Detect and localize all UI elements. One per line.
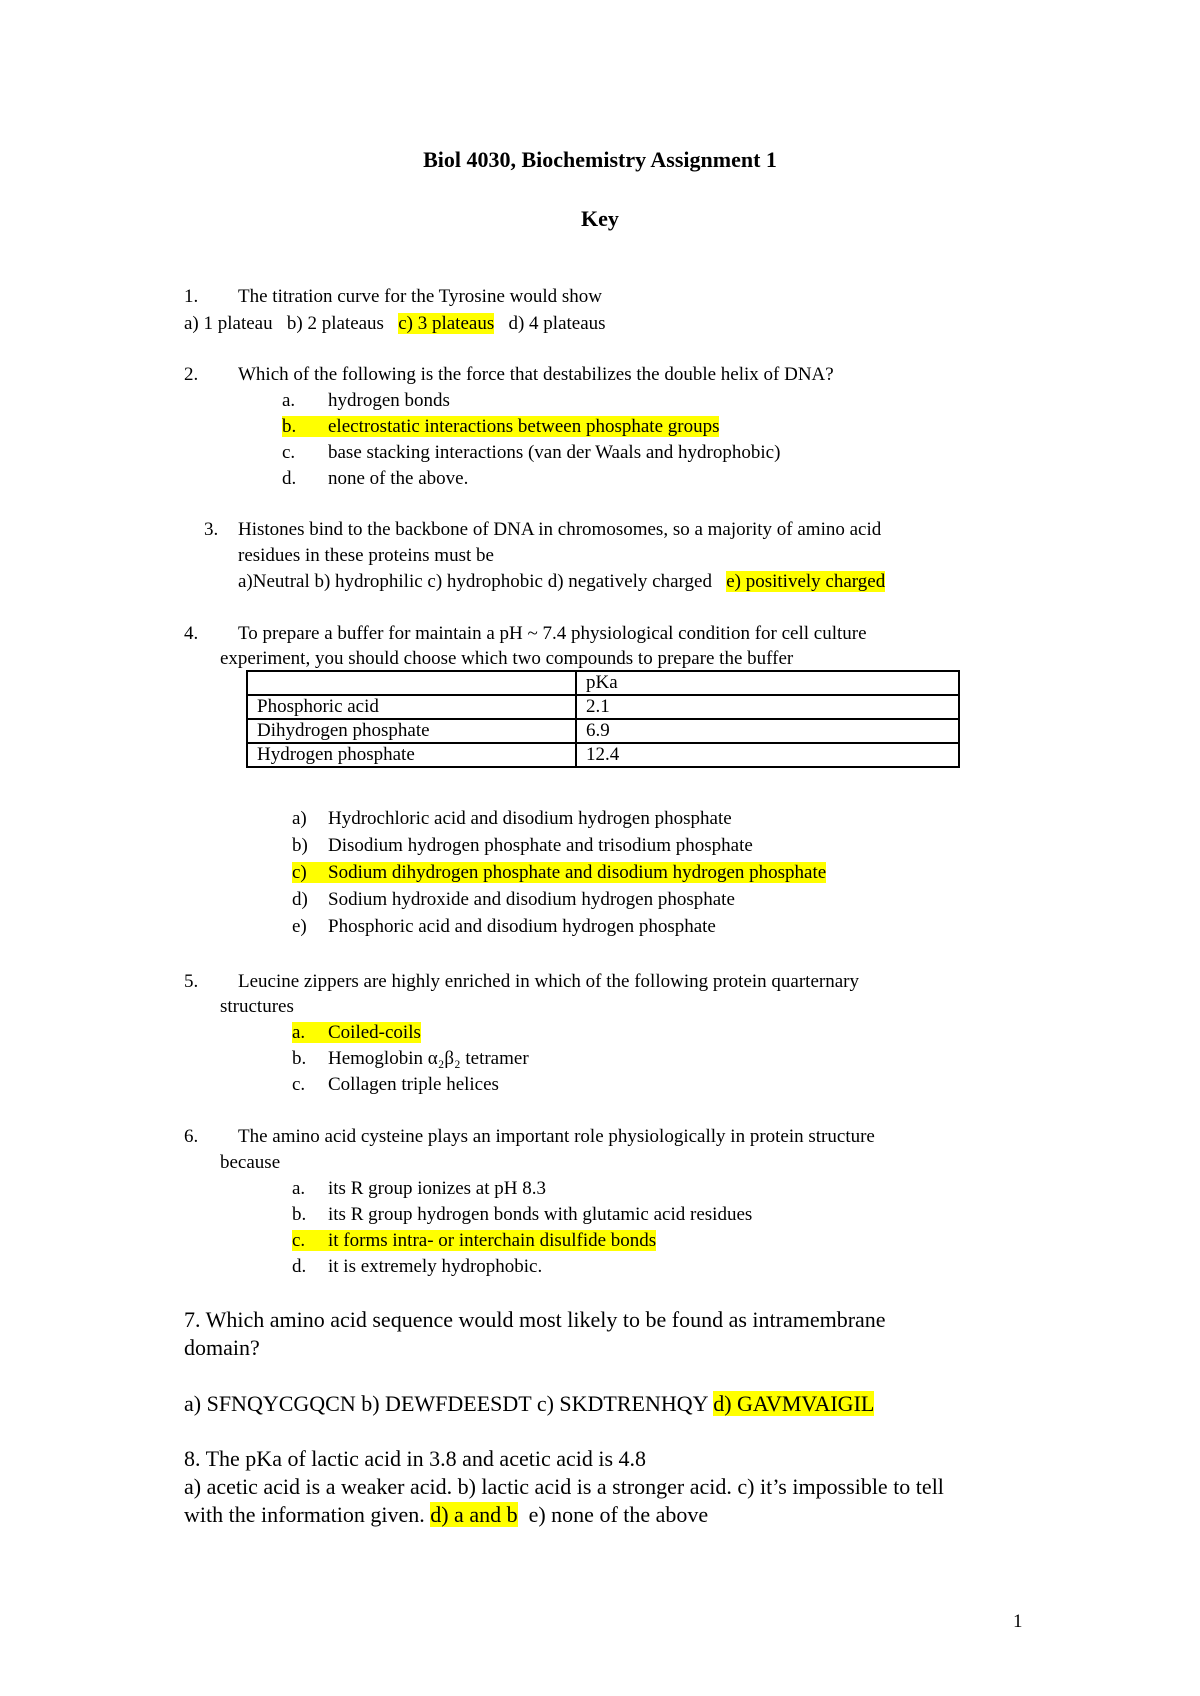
question-2-option-b-answer: b. electrostatic interactions between phosphate groups	[282, 416, 720, 437]
question-3-line2: residues in these proteins must be	[238, 545, 494, 566]
options-plain: a)Neutral b) hydrophilic c) hydrophobic d) negatively charged	[238, 571, 712, 592]
question-8-line3: with the information given. d) a and b e) none of the above	[184, 1502, 709, 1527]
question-6-line1: The amino acid cysteine plays an important role physiologically in protein structure	[238, 1126, 875, 1147]
option-e-answer: e) positively charged	[726, 571, 886, 592]
question-1-options	[184, 312, 606, 336]
compound-cell: Hydrogen phosphate	[247, 743, 576, 767]
question-6-number: 6.	[184, 1126, 199, 1147]
question-6-option-d: d. it is extremely hydrophobic.	[292, 1256, 543, 1277]
pka-cell: 12.4	[576, 743, 959, 767]
question-4-option-b: b) Disodium hydrogen phosphate and trisodium phosphate	[292, 835, 753, 856]
document-subtitle: Key	[581, 206, 619, 231]
option-a: a) 1 plateau	[184, 313, 273, 334]
pka-cell: 2.1	[576, 695, 959, 719]
table-row	[247, 695, 959, 719]
question-2-text: Which of the following is the force that destabilizes the double helix of DNA?	[238, 364, 834, 385]
question-3-line1: Histones bind to the backbone of DNA in chromosomes, so a majority of amino acid	[238, 519, 882, 540]
question-2-option-d: d. none of the above.	[282, 468, 469, 489]
question-1-number: 1.	[184, 286, 199, 307]
document-title: Biol 4030, Biochemistry Assignment 1	[423, 147, 777, 172]
question-6-option-c-answer: c. it forms intra- or interchain disulfide bonds	[292, 1230, 657, 1251]
question-6-option-b: b. its R group hydrogen bonds with glutamic acid residues	[292, 1204, 753, 1225]
question-4-option-e: e) Phosphoric acid and disodium hydrogen phosphate	[292, 916, 716, 937]
options-plain: a) SFNQYCGQCN b) DEWFDEESDT c) SKDTRENHQY	[184, 1391, 708, 1416]
option-d-answer: d) a and b	[430, 1502, 518, 1527]
table-header-row	[247, 671, 959, 695]
question-4-number: 4.	[184, 623, 199, 644]
question-4-line2: experiment, you should choose which two compounds to prepare the buffer	[220, 648, 794, 669]
question-1-text: The titration curve for the Tyrosine would show	[238, 286, 602, 307]
question-7-line1: 7. Which amino acid sequence would most likely to be found as intramembrane	[184, 1307, 886, 1332]
option-c-answer: c) 3 plateaus	[398, 313, 495, 334]
question-5-option-a-answer: a. Coiled-coils	[292, 1022, 421, 1043]
compound-cell: Phosphoric acid	[247, 695, 576, 719]
option-b: b) 2 plateaus	[286, 313, 384, 334]
option-d: d) 4 plateaus	[508, 313, 606, 334]
question-8-line1: 8. The pKa of lactic acid in 3.8 and acetic acid is 4.8	[184, 1446, 647, 1471]
pka-table	[246, 670, 960, 768]
question-4-option-a: a) Hydrochloric acid and disodium hydrogen phosphate	[292, 808, 732, 829]
question-5-line1: Leucine zippers are highly enriched in which of the following protein quarternary	[238, 971, 859, 992]
question-2-number: 2.	[184, 364, 199, 385]
table-row	[247, 743, 959, 767]
table-row	[247, 719, 959, 743]
question-2-option-c: c. base stacking interactions (van der Waals and hydrophobic)	[282, 442, 781, 463]
question-5-option-c: c. Collagen triple helices	[292, 1074, 499, 1095]
question-4-line1: To prepare a buffer for maintain a pH ~ 7.4 physiological condition for cell culture	[238, 623, 867, 644]
question-5-line2: structures	[220, 996, 294, 1017]
question-7-line2: domain?	[184, 1335, 260, 1360]
question-4-option-d: d) Sodium hydroxide and disodium hydrogen phosphate	[292, 889, 735, 910]
table-header-cell: pKa	[576, 671, 959, 695]
question-6-line2: because	[220, 1152, 281, 1173]
question-4-option-c-answer: c) Sodium dihydrogen phosphate and disodium hydrogen phosphate	[292, 862, 827, 883]
question-3-options	[238, 570, 885, 594]
compound-cell: Dihydrogen phosphate	[247, 719, 576, 743]
question-5-option-b: b. Hemoglobin α₂β₂ tetramer	[292, 1048, 529, 1069]
question-2-option-a: a. hydrogen bonds	[282, 390, 450, 411]
question-6-option-a: a. its R group ionizes at pH 8.3	[292, 1178, 546, 1199]
pka-cell: 6.9	[576, 719, 959, 743]
question-5-number: 5.	[184, 971, 199, 992]
page-number: 1	[1013, 1611, 1023, 1632]
table-header-cell	[247, 671, 576, 695]
question-8-line2: a) acetic acid is a weaker acid. b) lactic acid is a stronger acid. c) it’s impossible to tell	[184, 1474, 944, 1499]
question-7-options	[184, 1390, 874, 1418]
option-d-answer: d) GAVMVAIGIL	[713, 1391, 875, 1416]
question-3-number: 3.	[204, 519, 219, 540]
